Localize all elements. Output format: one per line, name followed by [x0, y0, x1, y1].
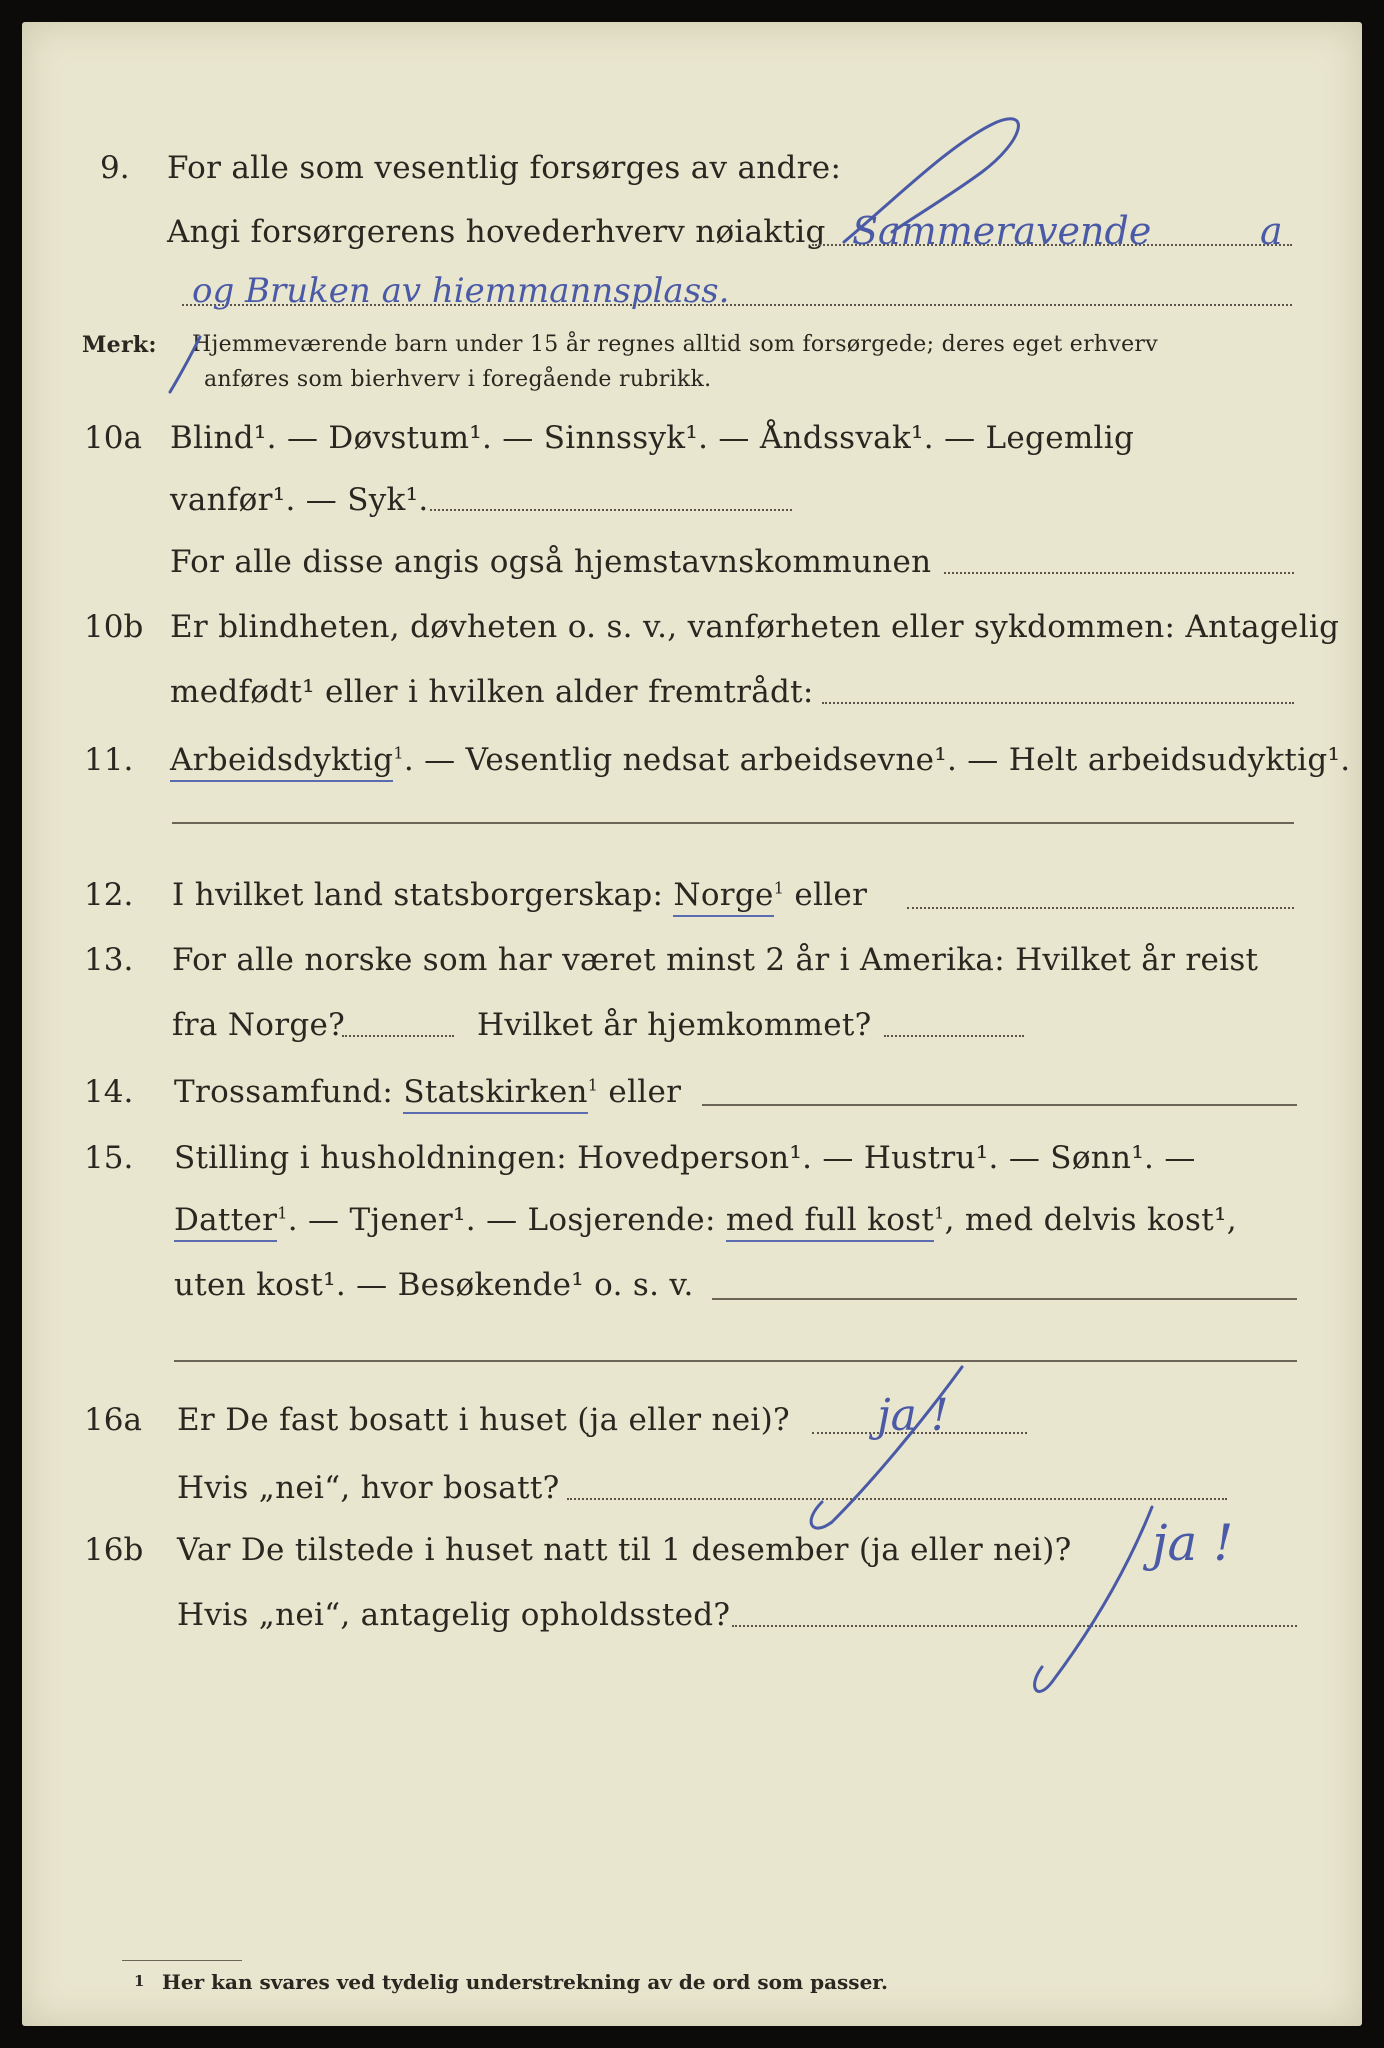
q10a-line3: For alle disse angis også hjemstavnskommunen [170, 544, 932, 580]
q16b-number: 16b [84, 1532, 144, 1568]
q14-prefix: Trossamfund: [174, 1074, 394, 1110]
q11-line: Arbeidsdyktig$^1$. — Vesentlig nedsat arbeidsevne¹. — Helt arbeidsudyktig¹. [170, 742, 1350, 778]
q15-option-full-kost[interactable]: med full kost [726, 1202, 934, 1242]
q9-line2: Angi forsørgerens hovederhverv nøiaktig [167, 214, 826, 250]
q12-option-norge[interactable]: Norge [673, 877, 773, 917]
footnote-text: Her kan svares ved tydelig understrekning av de ord som passer. [162, 1970, 888, 1994]
census-form-page [22, 22, 1362, 2026]
q9-line1: For alle som vesentlig forsørges av andre: [167, 150, 842, 186]
q15-line1: Stilling i husholdningen: Hovedperson¹. — Hustru¹. — Sønn¹. — [174, 1140, 1196, 1176]
q9-number: 9. [100, 150, 130, 186]
q12-suffix: eller [794, 877, 868, 913]
q10b-line1: Er blindheten, døvheten o. s. v., vanførheten eller sykdommen: Antagelig [170, 609, 1340, 645]
q12-line: I hvilket land statsborgerskap: Norge$^1$ eller [172, 877, 867, 913]
q15-line2-end: , med delvis kost¹, [944, 1202, 1237, 1238]
q15-line2: Datter$^1$. — Tjener¹. — Losjerende: med full kost$^1$, med delvis kost¹, [174, 1202, 1237, 1238]
q16a-line2: Hvis „nei“, hvor bosatt? [177, 1470, 560, 1506]
q13-number: 13. [84, 942, 134, 978]
q10b-number: 10b [84, 609, 144, 645]
q9-answer-handwritten-1: Sammeravende [852, 209, 1152, 253]
q15-option-datter[interactable]: Datter [174, 1202, 277, 1242]
q13-line1: For alle norske som har været minst 2 år i Amerika: Hvilket år reist [172, 942, 1259, 978]
q13-line2b: Hvilket år hjemkommet? [477, 1007, 872, 1043]
q16b-line1: Var De tilstede i huset natt til 1 desember (ja eller nei)? [177, 1532, 1072, 1568]
q16b-line2: Hvis „nei“, antagelig opholdssted? [177, 1597, 731, 1633]
q9-answer-handwritten-suffix: a [1260, 209, 1283, 253]
q16b-answer-handwritten: ja ! [1152, 1514, 1234, 1572]
q14-line: Trossamfund: Statskirken$^1$ eller [174, 1074, 681, 1110]
q10b-line2: medfødt¹ eller i hvilken alder fremtrådt: [170, 674, 814, 710]
q11-option-arbeidsdyktig[interactable]: Arbeidsdyktig [170, 742, 393, 782]
q10a-line1: Blind¹. — Døvstum¹. — Sinnssyk¹. — Åndssvak¹. — Legemlig [170, 420, 1135, 456]
q14-number: 14. [84, 1074, 134, 1110]
q15-number: 15. [84, 1140, 134, 1176]
merk-line2: anføres som bierhverv i foregående rubrikk. [204, 367, 712, 392]
q12-number: 12. [84, 877, 134, 913]
q12-prefix: I hvilket land statsborgerskap: [172, 877, 664, 913]
q16a-number: 16a [84, 1402, 142, 1438]
q14-suffix: eller [608, 1074, 682, 1110]
q13-line2a: fra Norge? [172, 1007, 346, 1043]
q9-answer-handwritten-2: og Bruken av hiemmannsplass. [192, 271, 730, 311]
q10a-line2: vanfør¹. — Syk¹. [170, 482, 429, 518]
q11-rest: . — Vesentlig nedsat arbeidsevne¹. — Helt arbeidsudyktig¹. [403, 742, 1351, 778]
q16a-line1: Er De fast bosatt i huset (ja eller nei)? [177, 1402, 790, 1438]
q11-number: 11. [84, 742, 134, 778]
q10a-number: 10a [84, 420, 142, 456]
q15-line3: uten kost¹. — Besøkende¹ o. s. v. [174, 1267, 694, 1303]
q16a-answer-handwritten: ja ! [877, 1390, 949, 1441]
q15-line2-mid: . — Tjener¹. — Losjerende: [287, 1202, 716, 1238]
handwriting-overlay [22, 22, 1362, 2026]
q14-option-statskirken[interactable]: Statskirken [403, 1074, 587, 1114]
merk-label: Merk: [82, 332, 157, 358]
q16b-handwriting-stroke [1035, 1507, 1152, 1691]
footnote-mark: 1 [134, 1972, 145, 1990]
merk-handwriting-stroke [170, 337, 200, 392]
merk-line1: Hjemmeværende barn under 15 år regnes alltid som forsørgede; deres eget erhverv [192, 332, 1158, 357]
